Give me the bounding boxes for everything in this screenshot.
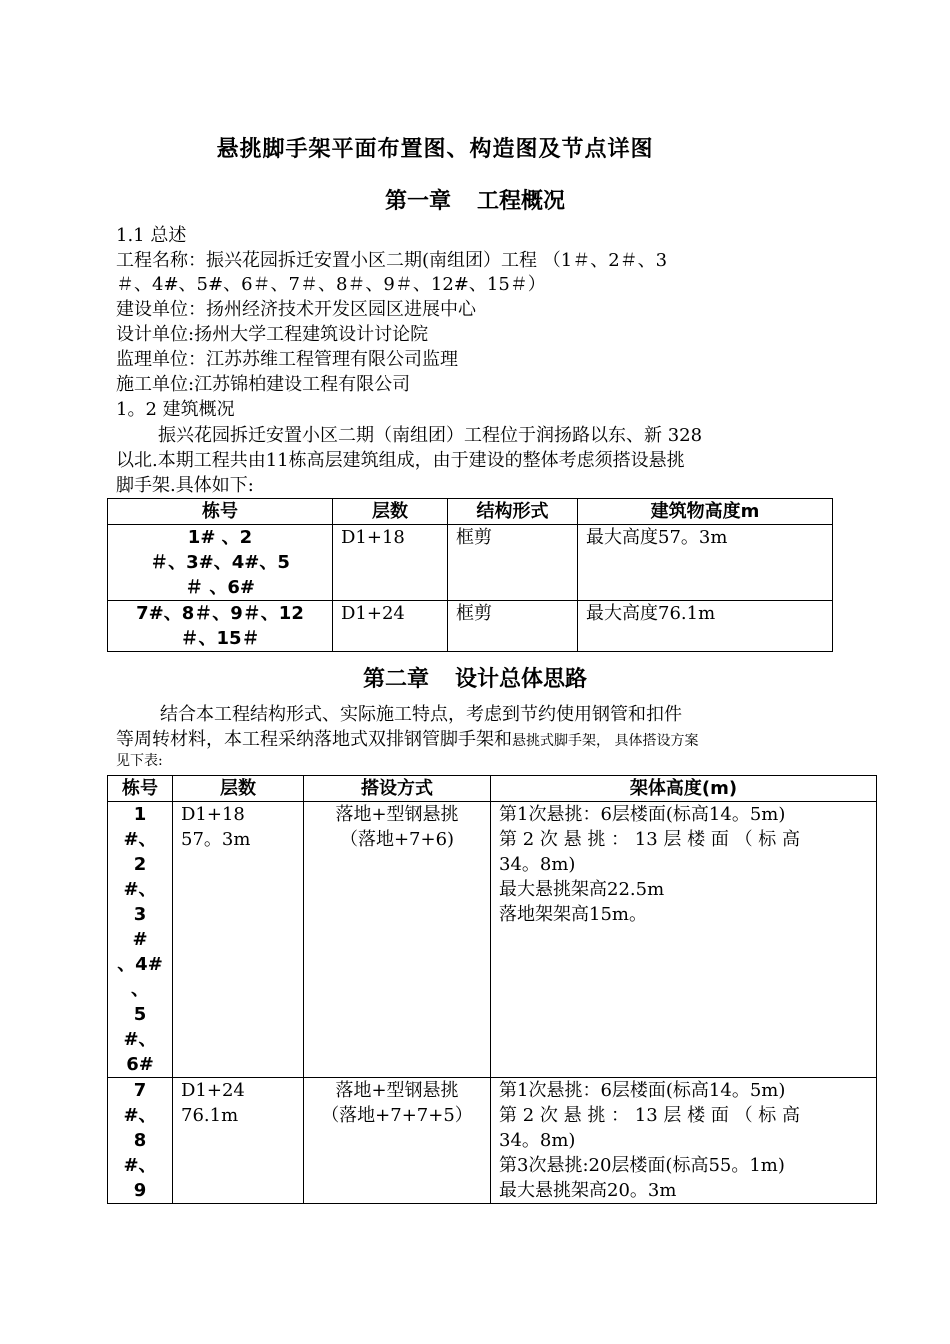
- building-cell-line: 、: [131, 979, 149, 1000]
- table-row: [108, 1078, 877, 1204]
- table-row: [108, 601, 833, 652]
- building-cell-line: 3: [133, 904, 147, 925]
- building-cell: [108, 1078, 173, 1204]
- height-line: 第1次悬挑：6层楼面(标高14。5m): [499, 804, 786, 825]
- building-cell-line: 1# 、2: [187, 527, 253, 548]
- col-height: 建筑物高度m: [578, 499, 833, 525]
- height-line: 最大悬挑架高22.5m: [499, 879, 665, 900]
- floors-line: D1+18: [181, 804, 245, 825]
- height-cell: [491, 1078, 877, 1204]
- structure-cell: 框剪: [448, 525, 578, 601]
- section-1-1-heading: 1.1 总述: [116, 225, 187, 246]
- col-floors: 层数: [333, 499, 448, 525]
- overview-para-line-1: 振兴花园拆迁安置小区二期（南组团）工程位于润扬路以东、新 328: [158, 425, 703, 446]
- building-cell-line: 1: [133, 804, 147, 825]
- building-cell-line: 7: [133, 1080, 147, 1101]
- floors-cell: [173, 802, 304, 1078]
- col-structure: 结构形式: [448, 499, 578, 525]
- method-cell: [304, 1078, 491, 1204]
- height-line: 第 2 次 悬 挑 ： 13 层 楼 面 （ 标 高: [499, 1105, 801, 1126]
- building-cell-line: ＃ 、6#: [185, 577, 255, 598]
- project-name-line-1: 工程名称：振兴花园拆迁安置小区二期(南组团）工程 （1＃、2＃、3: [116, 250, 668, 271]
- floors-line: 76.1m: [181, 1105, 239, 1126]
- overview-para-line-3: 脚手架.具体如下:: [116, 475, 254, 496]
- design-para-line-3: 见下表:: [116, 753, 163, 769]
- col-floors: 层数: [173, 776, 304, 802]
- building-table: [107, 498, 833, 652]
- chapter-2-number: 第二章: [362, 667, 429, 692]
- building-cell-line: #、: [123, 879, 157, 900]
- building-cell-line: 2: [133, 854, 147, 875]
- design-para-line-2-small: 悬挑式脚手架， 具体搭设方案: [512, 733, 699, 749]
- building-cell-line: #: [132, 929, 148, 950]
- col-height: 架体高度(m): [491, 776, 877, 802]
- method-cell: [304, 802, 491, 1078]
- scaffold-table: [107, 775, 877, 1204]
- floors-cell: D1+18: [333, 525, 448, 601]
- building-cell-line: ＃、15＃: [180, 628, 260, 649]
- table-row: [108, 525, 833, 601]
- method-line: 落地+型钢悬挑: [335, 1080, 459, 1101]
- height-line: 落地架架高15m。: [499, 904, 647, 925]
- chapter-1-number: 第一章: [384, 189, 451, 214]
- table-row: [108, 802, 877, 1078]
- floors-cell: D1+24: [333, 601, 448, 652]
- height-line: 第 2 次 悬 挑 ： 13 层 楼 面 （ 标 高: [499, 829, 801, 850]
- building-cell-line: 、4#: [117, 954, 163, 975]
- building-table-header: [108, 499, 833, 525]
- scaffold-table-header: [108, 776, 877, 802]
- building-cell-line: 5: [133, 1004, 147, 1025]
- design-unit: 设计单位:扬州大学工程建筑设计讨论院: [116, 324, 429, 345]
- building-cell: [108, 601, 333, 652]
- building-cell-line: 7#、8＃、9＃、12: [136, 603, 304, 624]
- building-cell-line: #、: [123, 1105, 157, 1126]
- height-line: 34。8m): [499, 854, 576, 875]
- method-line: （落地+7+6): [339, 829, 455, 850]
- building-cell: [108, 525, 333, 601]
- building-cell-line: #、: [123, 1029, 157, 1050]
- chapter-2-title: 设计总体思路: [455, 667, 588, 692]
- building-cell-line: 6#: [126, 1054, 154, 1075]
- height-line: 第3次悬挑:20层楼面(标高55。1m): [499, 1155, 785, 1176]
- height-line: 34。8m): [499, 1130, 576, 1151]
- chapter-1-heading: [0, 184, 950, 215]
- chapter-2-heading: [0, 662, 950, 693]
- method-line: （落地+7+7+5）: [321, 1105, 473, 1126]
- floors-line: D1+24: [181, 1080, 245, 1101]
- supervision-unit: 监理单位：江苏苏维工程管理有限公司监理: [116, 349, 458, 370]
- building-cell-line: ＃、3#、4#、5: [150, 552, 290, 573]
- structure-cell: 框剪: [448, 601, 578, 652]
- section-1-2-heading: 1。2 建筑概况: [116, 399, 235, 420]
- col-method: 搭设方式: [304, 776, 491, 802]
- design-para-line-2: [116, 728, 836, 753]
- building-cell-line: #、: [123, 1155, 157, 1176]
- col-building: 栋号: [108, 776, 173, 802]
- chapter-1-title: 工程概况: [477, 189, 566, 214]
- building-cell-line: 8: [133, 1130, 147, 1151]
- design-para-line-2-main: 等周转材料，本工程采纳落地式双排钢管脚手架和: [116, 729, 512, 750]
- project-name-line-2: ＃、4#、5#、6＃、7＃、8＃、9＃、12#、15＃）: [116, 274, 546, 295]
- floors-cell: [173, 1078, 304, 1204]
- document-title: 悬挑脚手架平面布置图、构造图及节点详图: [216, 137, 654, 162]
- method-line: 落地+型钢悬挑: [335, 804, 459, 825]
- overview-para-line-2: 以北.本期工程共由11栋高层建筑组成，由于建设的整体考虑须搭设悬挑: [116, 450, 685, 471]
- height-cell: 最大高度57。3m: [578, 525, 833, 601]
- col-building: 栋号: [108, 499, 333, 525]
- height-cell: [491, 802, 877, 1078]
- building-cell-line: 9: [133, 1180, 147, 1201]
- builder-unit: 建设单位：扬州经济技术开发区园区进展中心: [116, 299, 476, 320]
- construction-unit: 施工单位:江苏锦柏建设工程有限公司: [116, 374, 411, 395]
- building-cell: [108, 802, 173, 1078]
- design-para-line-1: 结合本工程结构形式、实际施工特点，考虑到节约使用钢管和扣件: [160, 704, 682, 725]
- floors-line: 57。3m: [181, 829, 251, 850]
- building-cell-line: #、: [123, 829, 157, 850]
- height-line: 最大悬挑架高20。3m: [499, 1180, 677, 1201]
- height-cell: 最大高度76.1m: [578, 601, 833, 652]
- height-line: 第1次悬挑：6层楼面(标高14。5m): [499, 1080, 786, 1101]
